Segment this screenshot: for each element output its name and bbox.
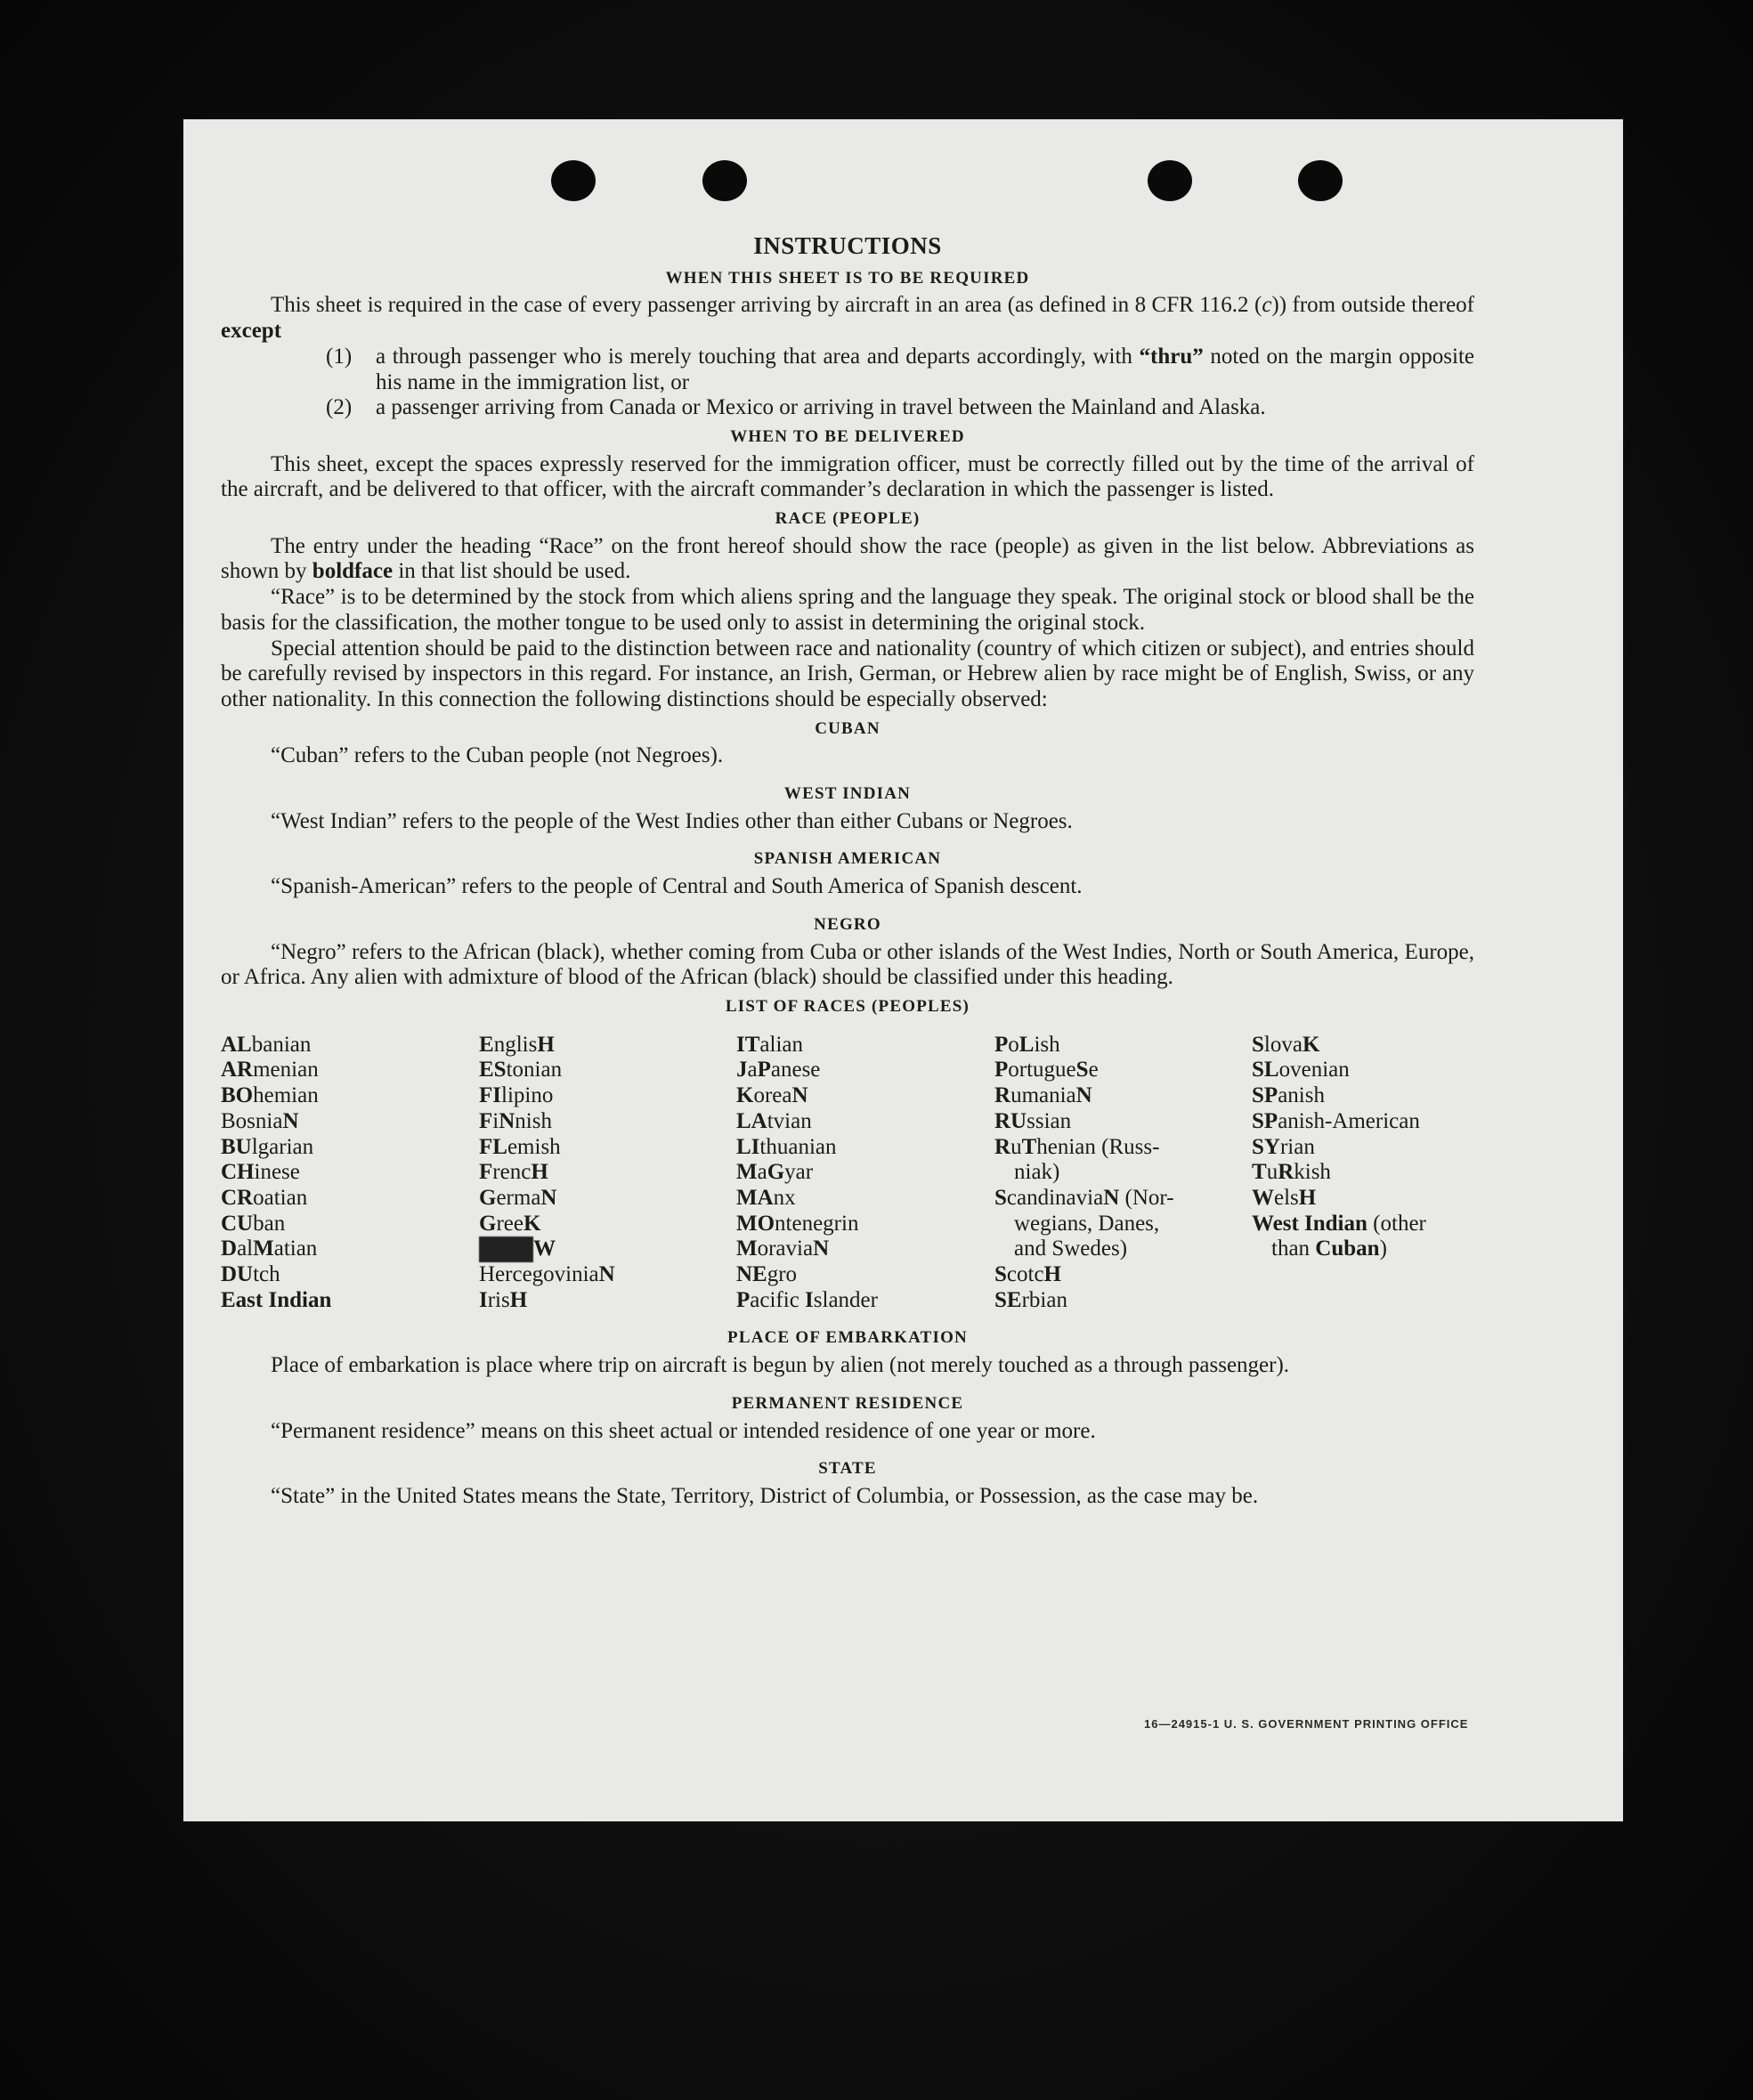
race-entry: ScandinaviaN (Nor- bbox=[994, 1185, 1174, 1210]
heading-cuban: CUBAN bbox=[815, 718, 881, 738]
heading-west-indian: WEST INDIAN bbox=[783, 784, 912, 804]
heading-required: WHEN THIS SHEET IS TO BE REQUIRED bbox=[665, 268, 1030, 288]
race-entry: EnglisH bbox=[479, 1032, 555, 1057]
race-entry: ITalian bbox=[736, 1032, 803, 1057]
page-title: INSTRUCTIONS bbox=[753, 232, 942, 259]
heading-race: RACE (PEOPLE) bbox=[775, 509, 921, 529]
race-entry: niak) bbox=[1014, 1160, 1060, 1185]
race-entry: BUlgarian bbox=[221, 1134, 314, 1159]
race-entry: FLemish bbox=[479, 1134, 561, 1159]
race-paragraph-3: Special attention should be paid to the distinction between race and nationality (country of which citizen or subject), and entries should be carefully revised by inspectors in this regard. For instance, an Irish, German, or Hebrew alien by race might be of English, Swiss, or any other nationality. In this connection the following distinctions should be especially observed: bbox=[221, 636, 1474, 711]
race-entry: TuRkish bbox=[1252, 1160, 1331, 1185]
race-paragraph-1: The entry under the heading “Race” on the front hereof should show the race (people) as given in the list below. Abbreviations as shown by boldface in that list should be used. bbox=[221, 533, 1474, 584]
race-entry: FIlipino bbox=[479, 1083, 554, 1108]
race-entry: and Swedes) bbox=[1014, 1236, 1128, 1261]
spanish-american-text: “Spanish-American” refers to the people of Central and South America of Spanish descent. bbox=[271, 874, 1083, 899]
heading-list-of-races: LIST OF RACES (PEOPLES) bbox=[725, 996, 970, 1016]
race-entry: MAnx bbox=[736, 1185, 796, 1210]
race-entry: MoraviaN bbox=[736, 1236, 830, 1261]
race-entry: MOntenegrin bbox=[736, 1211, 859, 1236]
instructions-content bbox=[221, 233, 1474, 1510]
race-entry: PortugueSe bbox=[994, 1058, 1099, 1082]
state-text: “State” in the United States means the State, Territory, District of Columbia, or Possession, as the case may be. bbox=[271, 1483, 1259, 1508]
race-entry: IrisH bbox=[479, 1287, 528, 1312]
embarkation-text: Place of embarkation is place where trip on aircraft is begun by alien (not merely touched as a through passenger). bbox=[271, 1353, 1290, 1378]
race-entry: DalMatian bbox=[221, 1236, 318, 1261]
race-entry: CRoatian bbox=[221, 1185, 308, 1210]
heading-state: STATE bbox=[818, 1459, 877, 1479]
residence-text: “Permanent residence” means on this sheet actual or intended residence of one year or more. bbox=[271, 1418, 1096, 1443]
race-entry: wegians, Danes, bbox=[1014, 1211, 1160, 1236]
punch-hole bbox=[551, 160, 596, 201]
race-entry: SPanish-American bbox=[1252, 1108, 1420, 1133]
race-entry: NEgro bbox=[736, 1262, 798, 1287]
race-entry: ScotcH bbox=[994, 1262, 1061, 1287]
race-entry: East Indian bbox=[221, 1287, 332, 1312]
punch-hole bbox=[1148, 160, 1192, 201]
race-entry: HercegoviniaN bbox=[479, 1262, 615, 1287]
race-entry: Pacific Islander bbox=[736, 1287, 878, 1312]
heading-spanish-american: SPANISH AMERICAN bbox=[753, 849, 942, 869]
race-entry: FiNnish bbox=[479, 1108, 552, 1133]
heading-negro: NEGRO bbox=[814, 914, 881, 934]
required-item-2: (2) a passenger arriving from Canada or Mexico or arriving in travel between the Mainland and Alaska. bbox=[326, 395, 1266, 420]
race-list bbox=[221, 1033, 1474, 1314]
delivered-text: This sheet, except the spaces expressly reserved for the immigration officer, must be correctly filled out by the time of the arrival of the aircraft, and be delivered to that officer, with the aircraft commander’s declaration in which the passenger is listed. bbox=[221, 451, 1474, 502]
race-entry: LAtvian bbox=[736, 1108, 812, 1133]
document-page bbox=[183, 119, 1623, 1821]
race-entry: SErbian bbox=[994, 1287, 1067, 1312]
heading-embarkation: PLACE OF EMBARKATION bbox=[727, 1328, 968, 1348]
negro-text: “Negro” refers to the African (black), whether coming from Cuba or other islands of the West Indies, North or South America, Europe, or Africa. Any alien with admixture of blood of the African (black) should be classified under this heading. bbox=[221, 939, 1474, 990]
required-item-1: (1) a through passenger who is merely touching that area and departs accordingly, with “thru” noted on the margin opposite his name in the immigration list, or bbox=[326, 344, 1474, 394]
race-entry: SYrian bbox=[1252, 1134, 1315, 1159]
race-entry: SLovenian bbox=[1252, 1058, 1350, 1082]
race-entry: HebreW bbox=[479, 1236, 556, 1261]
race-entry: FrencH bbox=[479, 1160, 548, 1185]
race-entry: ARmenian bbox=[221, 1058, 319, 1082]
race-entry: RUssian bbox=[994, 1108, 1072, 1133]
race-entry: West Indian (other bbox=[1252, 1211, 1426, 1236]
race-entry: JaPanese bbox=[736, 1058, 821, 1082]
race-entry: SPanish bbox=[1252, 1083, 1325, 1108]
race-entry: LIthuanian bbox=[736, 1134, 837, 1159]
race-entry: DUtch bbox=[221, 1262, 280, 1287]
race-entry: CHinese bbox=[221, 1160, 300, 1185]
race-column-1 bbox=[221, 1033, 479, 1314]
race-column-3 bbox=[736, 1033, 994, 1314]
race-paragraph-2: “Race” is to be determined by the stock from which aliens spring and the language they speak. The original stock or blood shall be the basis for the classification, the mother tongue to be used only to assist in determining the original stock. bbox=[221, 585, 1474, 635]
race-entry: than Cuban) bbox=[1271, 1236, 1387, 1261]
cuban-text: “Cuban” refers to the Cuban people (not Negroes). bbox=[271, 743, 724, 768]
printer-mark: 16—24915-1 U. S. GOVERNMENT PRINTING OFFICE bbox=[1144, 1717, 1469, 1731]
west-indian-text: “West Indian” refers to the people of the West Indies other than either Cubans or Negroes. bbox=[271, 808, 1073, 833]
race-entry: GreeK bbox=[479, 1211, 541, 1236]
race-column-4 bbox=[994, 1033, 1252, 1314]
race-entry: ALbanian bbox=[221, 1032, 312, 1057]
race-entry: RumaniaN bbox=[994, 1083, 1092, 1108]
race-entry: RuThenian (Russ- bbox=[994, 1134, 1160, 1159]
race-column-2 bbox=[479, 1033, 736, 1314]
race-entry: EStonian bbox=[479, 1058, 563, 1082]
race-entry: WelsH bbox=[1252, 1185, 1317, 1210]
race-entry: BosniaN bbox=[221, 1108, 299, 1133]
required-intro: This sheet is required in the case of every passenger arriving by aircraft in an area (as defined in 8 CFR 116.2 (c)) from outside thereof except bbox=[221, 293, 1474, 344]
race-entry: PoLish bbox=[994, 1032, 1060, 1057]
race-entry: BOhemian bbox=[221, 1083, 319, 1108]
heading-delivered: WHEN TO BE DELIVERED bbox=[730, 426, 965, 446]
heading-permanent-residence: PERMANENT RESIDENCE bbox=[731, 1393, 964, 1413]
race-entry: KoreaN bbox=[736, 1083, 808, 1108]
race-entry: GermaN bbox=[479, 1185, 557, 1210]
race-entry: SlovaK bbox=[1252, 1032, 1320, 1057]
race-entry: CUban bbox=[221, 1211, 286, 1236]
race-column-5 bbox=[1252, 1033, 1474, 1314]
punch-hole bbox=[702, 160, 747, 201]
punch-hole bbox=[1298, 160, 1343, 201]
race-entry: MaGyar bbox=[736, 1160, 814, 1185]
